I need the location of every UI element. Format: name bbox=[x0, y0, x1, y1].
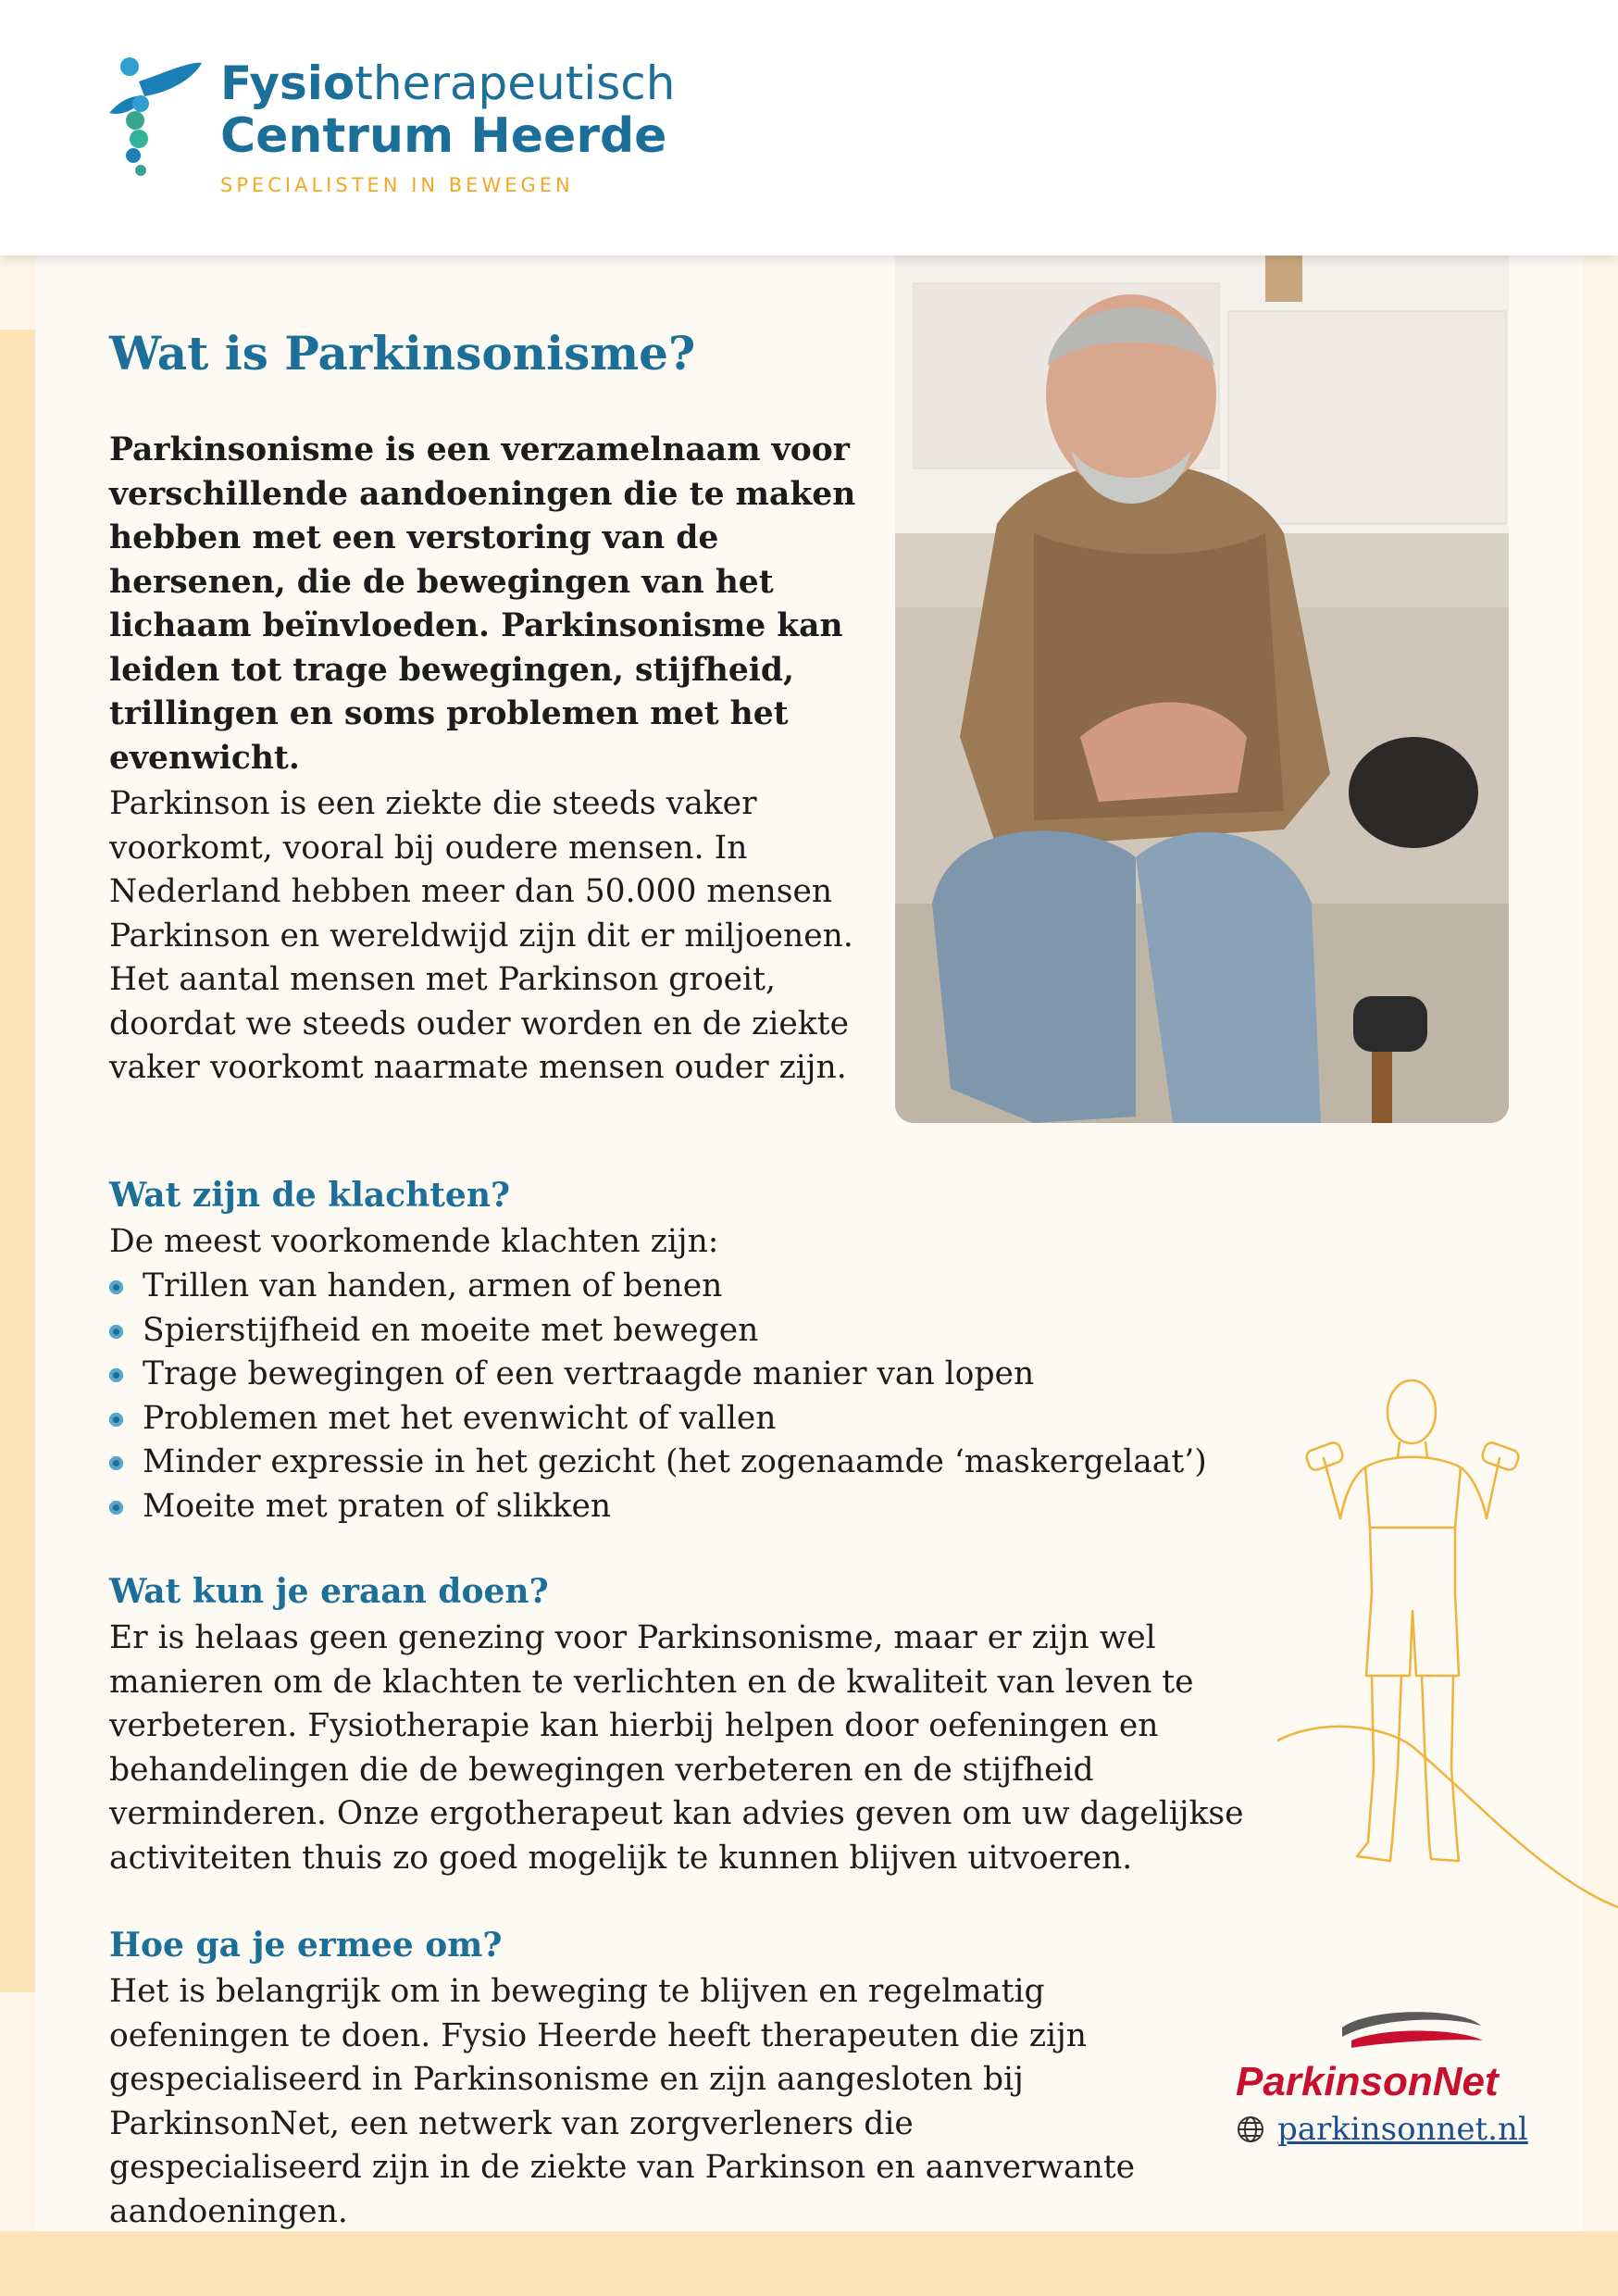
list-item-text: Problemen met het evenwicht of vallen bbox=[143, 1399, 777, 1437]
logo-mark-icon bbox=[102, 56, 204, 176]
photo-elderly-man bbox=[895, 256, 1509, 1123]
section-heading-treatment: Wat kun je eraan doen? bbox=[109, 1572, 549, 1611]
list-item bbox=[109, 1441, 1207, 1485]
list-item-text: Spierstijfheid en moeite met bewegen bbox=[143, 1311, 759, 1349]
list-item bbox=[109, 1265, 1207, 1309]
list-item bbox=[109, 1485, 1207, 1529]
body-paragraph-1: Parkinson is een ziekte die steeds vaker voorkomt, vooral bij oudere mensen. In Nederland hebben meer dan 50.000 mensen Parkinson en wereldwijd zijn dit er miljoenen. Het aantal mensen met Parkinson groeit, doordat we steeds ouder worden en de ziekte vaker voorkomt naarmate mensen ouder zijn. bbox=[109, 785, 853, 1086]
section-heading-symptoms: Wat zijn de klachten? bbox=[109, 1176, 511, 1215]
section-heading-coping: Hoe ga je ermee om? bbox=[109, 1926, 503, 1965]
logo-line2: Centrum Heerde bbox=[220, 108, 667, 164]
list-item bbox=[109, 1309, 1207, 1354]
globe-icon bbox=[1237, 2115, 1264, 2143]
bullet-dot-icon bbox=[109, 1280, 123, 1294]
left-accent-stripe bbox=[0, 330, 35, 1992]
list-item bbox=[109, 1397, 1207, 1441]
dumbbell-man-line-art-icon bbox=[1277, 1361, 1618, 1926]
list-item-text: Trage bewegingen of een vertraagde manier van lopen bbox=[143, 1355, 1035, 1392]
bottom-accent-band bbox=[0, 2231, 1618, 2296]
page-header bbox=[0, 0, 1618, 256]
parkinsonnet-logo-text: ParkinsonNet bbox=[1236, 2059, 1499, 2104]
list-item-text: Moeite met praten of slikken bbox=[143, 1487, 612, 1525]
logo-tagline: SPECIALISTEN IN BEWEGEN bbox=[220, 174, 574, 196]
list-item bbox=[109, 1353, 1207, 1397]
photo-illustration bbox=[895, 256, 1509, 1123]
bullet-dot-icon bbox=[109, 1456, 123, 1470]
parkinsonnet-link[interactable] bbox=[1237, 2111, 1528, 2148]
parkinsonnet-link-text: parkinsonnet.nl bbox=[1277, 2111, 1528, 2148]
logo-line1-bold: Fysio bbox=[220, 56, 355, 110]
bullet-dot-icon bbox=[109, 1325, 123, 1339]
coping-paragraph: Het is belangrijk om in beweging te blijven en regelmatig oefeningen te doen. Fysio Heerde heeft therapeuten die zijn gespecialiseerd in Parkinsonisme en zijn aangesloten bij ParkinsonNet, een netwerk van zorgverleners die gespecialiseerd zijn in de ziekte van Parkinson en aanverwante aandoeningen. bbox=[109, 1973, 1136, 2230]
parkinsonnet-logo bbox=[1231, 2007, 1518, 2109]
treatment-paragraph: Er is helaas geen genezing voor Parkinsonisme, maar er zijn wel manieren om de klachten te verlichten en de kwaliteit van leven te verbeteren. Fysiotherapie kan hierbij helpen door oefeningen en behandelingen die de bewegingen verbeteren en de stijfheid verminderen. Onze ergotherapeut kan advies geven om uw dagelijkse activiteiten thuis zo goed mogelijk te kunnen blijven uitvoeren. bbox=[109, 1619, 1244, 1877]
list-item-text: Trillen van handen, armen of benen bbox=[143, 1267, 723, 1304]
list-item-text: Minder expressie in het gezicht (het zogenaamde ‘maskergelaat’) bbox=[143, 1443, 1207, 1480]
bullet-dot-icon bbox=[109, 1368, 123, 1382]
bullet-dot-icon bbox=[109, 1501, 123, 1515]
symptoms-lead: De meest voorkomende klachten zijn: bbox=[109, 1223, 719, 1260]
bullet-dot-icon bbox=[109, 1413, 123, 1427]
logo-line1-rest: therapeutisch bbox=[355, 56, 676, 110]
intro-paragraph: Parkinsonisme is een verzamelnaam voor verschillende aandoeningen die te maken hebben met een verstoring van de hersenen, die de bewegingen van het lichaam beïnvloeden. Parkinsonisme kan leiden tot trage bewegingen, stijfheid, trillingen en soms problemen met het evenwicht. bbox=[109, 431, 856, 777]
logo-wordmark bbox=[220, 57, 675, 196]
symptoms-list bbox=[109, 1265, 1207, 1529]
page-title: Wat is Parkinsonisme? bbox=[109, 326, 696, 381]
